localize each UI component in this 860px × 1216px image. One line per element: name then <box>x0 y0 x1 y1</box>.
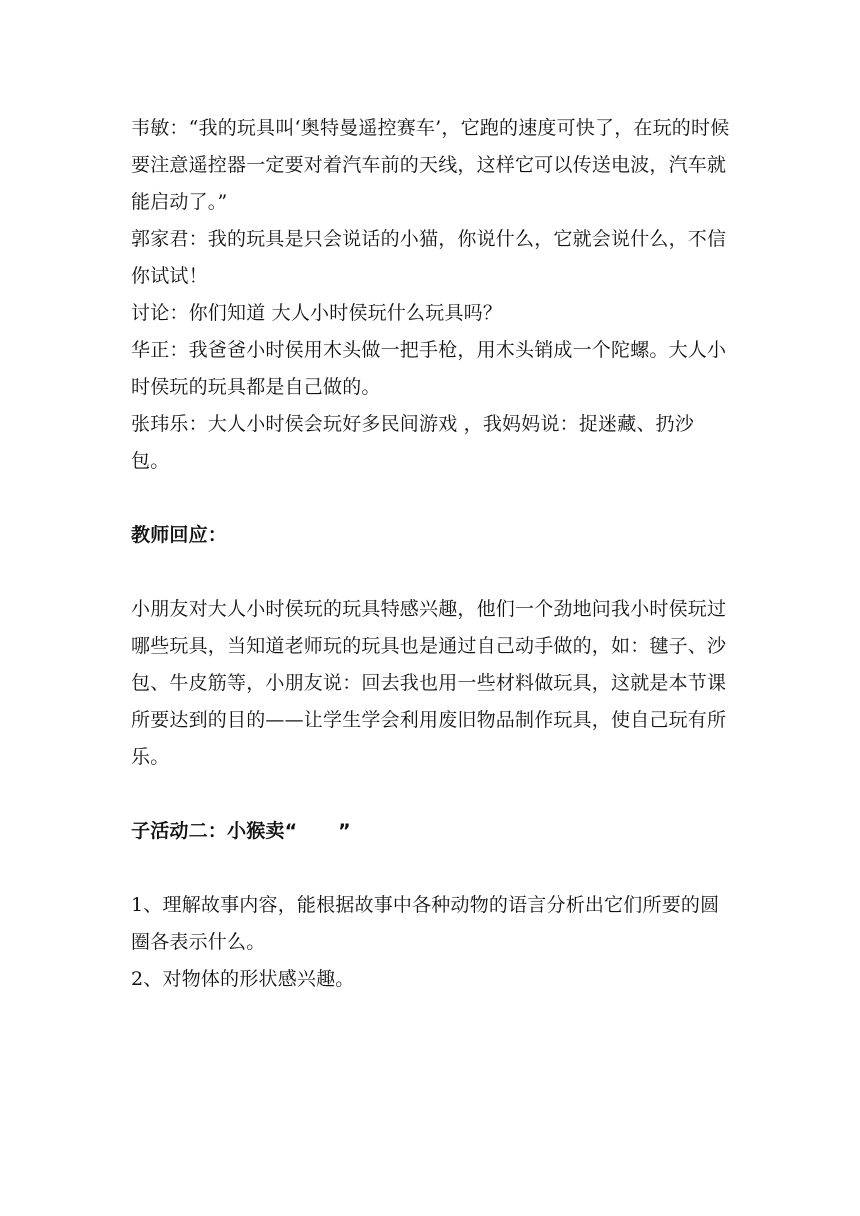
goal-item: 2、对物体的形状感兴趣。 <box>131 968 355 990</box>
dialogue-paragraph-weimin: 韦敏：“我的玩具叫‘奥特曼遥控赛车’，它跑的速度可快了，在玩的时候要注意遥控器一定要对着汽车前的天线，这样它可以传送电波，汽车就能启动了。” <box>131 117 730 213</box>
dialogue-paragraph-huazheng: 华正：我爸爸小时侯用木头做一把手枪，用木头销成一个陀螺。大人小时侯玩的玩具都是自己做的。 <box>131 339 727 398</box>
discussion-question: 讨论：你们知道 大人小时侯玩什么玩具吗？ <box>131 302 503 324</box>
dialogue-paragraph-guojiajun: 郭家君：我的玩具是只会说话的小猫，你说什么，它就会说什么，不信你试试！ <box>131 228 727 287</box>
sub-activity-heading: 子活动二：小猴卖“ ” <box>131 820 351 842</box>
teacher-response-body: 小朋友对大人小时侯玩的玩具特感兴趣，他们一个劲地问我小时侯玩过哪些玩具，当知道老师玩的玩具也是通过自己动手做的，如：毽子、沙包、牛皮筋等，小朋友说：回去我也用一些材料做玩具，这就是本节课所要达到的目的——让学生学会利用废旧物品制作玩具，使自己玩有所乐。 <box>131 598 727 768</box>
document-body <box>131 110 731 998</box>
teacher-response-heading: 教师回应： <box>131 524 228 546</box>
goal-item: 1、理解故事内容，能根据故事中各种动物的语言分析出它们所要的圆圈各表示什么。 <box>131 894 720 953</box>
dialogue-paragraph-zhangweile: 张玮乐：大人小时侯会玩好多民间游戏 ，我妈妈说：捉迷藏、扔沙包。 <box>131 413 695 472</box>
